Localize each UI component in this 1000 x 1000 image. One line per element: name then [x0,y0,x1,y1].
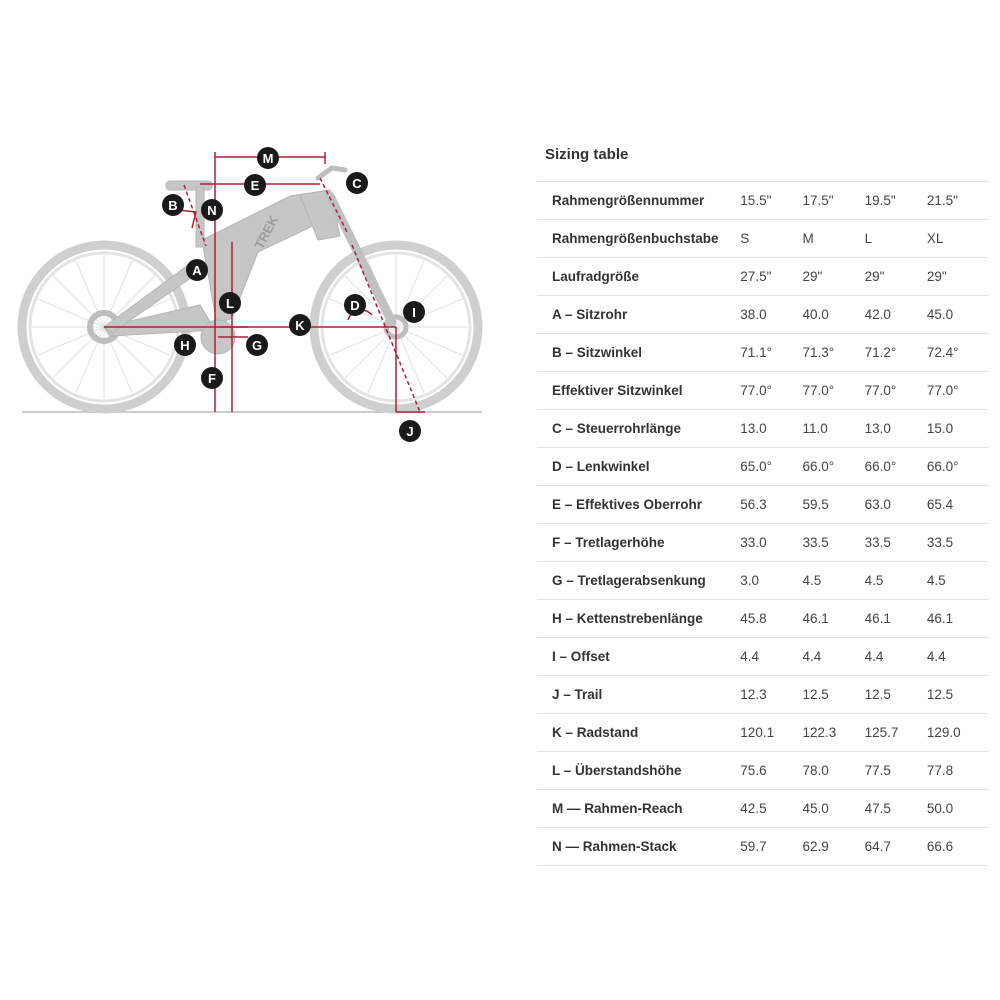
table-row [537,448,989,486]
marker-label: L [226,296,234,311]
size-value: 59.7 [740,828,802,866]
size-value: 12.5 [865,676,927,714]
size-value: S [740,220,802,258]
table-row [537,790,989,828]
table-row [537,752,989,790]
size-value: 4.5 [927,562,989,600]
row-label: M — Rahmen-Reach [537,790,740,828]
size-value: 46.1 [802,600,864,638]
size-value: 77.5 [865,752,927,790]
size-value: 29" [865,258,927,296]
table-row [537,372,989,410]
marker-label: N [207,203,217,218]
table-row [537,410,989,448]
table-row [537,258,989,296]
marker-f [201,367,223,389]
size-value: 50.0 [927,790,989,828]
size-value: 120.1 [740,714,802,752]
row-label: N — Rahmen-Stack [537,828,740,866]
table-row [537,714,989,752]
table-row [537,220,989,258]
row-label: K – Radstand [537,714,740,752]
table-row [537,182,989,220]
brand-logo: TREK [251,213,282,252]
size-value: 66.0° [865,448,927,486]
size-value: 63.0 [865,486,927,524]
size-value: 45.8 [740,600,802,638]
size-value: 29" [802,258,864,296]
table-row [537,600,989,638]
size-value: 66.0° [927,448,989,486]
marker-m [257,147,279,169]
size-value: 33.5 [865,524,927,562]
size-value: 33.0 [740,524,802,562]
row-label: I – Offset [537,638,740,676]
marker-n [201,199,223,221]
size-value: 65.4 [927,486,989,524]
sizing-table [537,181,989,866]
size-value: 71.2° [865,334,927,372]
size-value: 42.5 [740,790,802,828]
size-value: 47.5 [865,790,927,828]
size-value: 15.0 [927,410,989,448]
size-value: 40.0 [802,296,864,334]
size-value: 71.1° [740,334,802,372]
size-value: 4.5 [865,562,927,600]
table-row [537,524,989,562]
marker-label: J [406,424,414,439]
row-label: C – Steuerrohrlänge [537,410,740,448]
marker-j [399,420,421,442]
marker-e [244,174,266,196]
size-value: 46.1 [865,600,927,638]
marker-b [162,194,184,216]
size-value: 33.5 [802,524,864,562]
row-label: A – Sitzrohr [537,296,740,334]
size-value: 59.5 [802,486,864,524]
size-value: 77.0° [802,372,864,410]
table-row [537,676,989,714]
marker-label: H [180,338,190,353]
size-value: 64.7 [865,828,927,866]
size-value: 125.7 [865,714,927,752]
size-value: L [865,220,927,258]
marker-a [186,259,208,281]
row-label: Rahmengrößenbuchstabe [537,220,740,258]
size-value: 12.5 [927,676,989,714]
table-row [537,828,989,866]
size-value: 77.0° [740,372,802,410]
size-value: 78.0 [802,752,864,790]
size-value: 72.4° [927,334,989,372]
size-value: 62.9 [802,828,864,866]
marker-k [289,314,311,336]
row-label: L – Überstandshöhe [537,752,740,790]
row-label: H – Kettenstrebenlänge [537,600,740,638]
size-value: 27.5" [740,258,802,296]
marker-label: E [250,178,260,193]
table-row [537,638,989,676]
size-value: 42.0 [865,296,927,334]
size-value: 71.3° [802,334,864,372]
size-value: 4.4 [927,638,989,676]
size-value: 122.3 [802,714,864,752]
row-label: J – Trail [537,676,740,714]
row-label: D – Lenkwinkel [537,448,740,486]
marker-label: I [412,305,416,320]
size-value: 29" [927,258,989,296]
size-value: 21.5" [927,182,989,220]
size-value: 66.0° [802,448,864,486]
size-value: M [802,220,864,258]
handlebar [318,168,345,178]
marker-i [403,301,425,323]
size-value: 12.3 [740,676,802,714]
marker-h [174,334,196,356]
marker-label: G [251,338,263,353]
table-row [537,334,989,372]
row-label: B – Sitzwinkel [537,334,740,372]
row-label: Rahmengrößennummer [537,182,740,220]
size-value: 38.0 [740,296,802,334]
sizing-table-title: Sizing table [545,146,629,163]
size-value: 13.0 [865,410,927,448]
table-row [537,486,989,524]
size-value: XL [927,220,989,258]
size-value: 13.0 [740,410,802,448]
row-label: Laufradgröße [537,258,740,296]
table-row [537,296,989,334]
size-value: 45.0 [927,296,989,334]
marker-label: C [352,176,362,191]
marker-d [344,294,366,316]
size-value: 65.0° [740,448,802,486]
row-label: E – Effektives Oberrohr [537,486,740,524]
marker-c [346,172,368,194]
size-value: 46.1 [927,600,989,638]
row-label: Effektiver Sitzwinkel [537,372,740,410]
size-value: 3.0 [740,562,802,600]
bike-geometry-diagram [0,0,520,470]
size-value: 33.5 [927,524,989,562]
marker-label: A [192,263,202,278]
marker-label: M [262,151,274,166]
size-value: 75.6 [740,752,802,790]
size-value: 45.0 [802,790,864,828]
size-value: 129.0 [927,714,989,752]
size-value: 15.5" [740,182,802,220]
size-value: 77.8 [927,752,989,790]
row-label: G – Tretlagerabsenkung [537,562,740,600]
marker-g [246,334,268,356]
size-value: 77.0° [927,372,989,410]
size-value: 11.0 [802,410,864,448]
size-value: 4.4 [740,638,802,676]
size-value: 17.5" [802,182,864,220]
size-value: 56.3 [740,486,802,524]
size-value: 77.0° [865,372,927,410]
table-row [537,562,989,600]
row-label: F – Tretlagerhöhe [537,524,740,562]
marker-label: K [295,318,305,333]
size-value: 4.5 [802,562,864,600]
size-value: 19.5" [865,182,927,220]
size-value: 12.5 [802,676,864,714]
size-value: 66.6 [927,828,989,866]
size-value: 4.4 [865,638,927,676]
marker-label: F [208,371,216,386]
size-value: 4.4 [802,638,864,676]
marker-l [219,292,241,314]
marker-label: B [168,198,178,213]
marker-label: D [350,298,360,313]
